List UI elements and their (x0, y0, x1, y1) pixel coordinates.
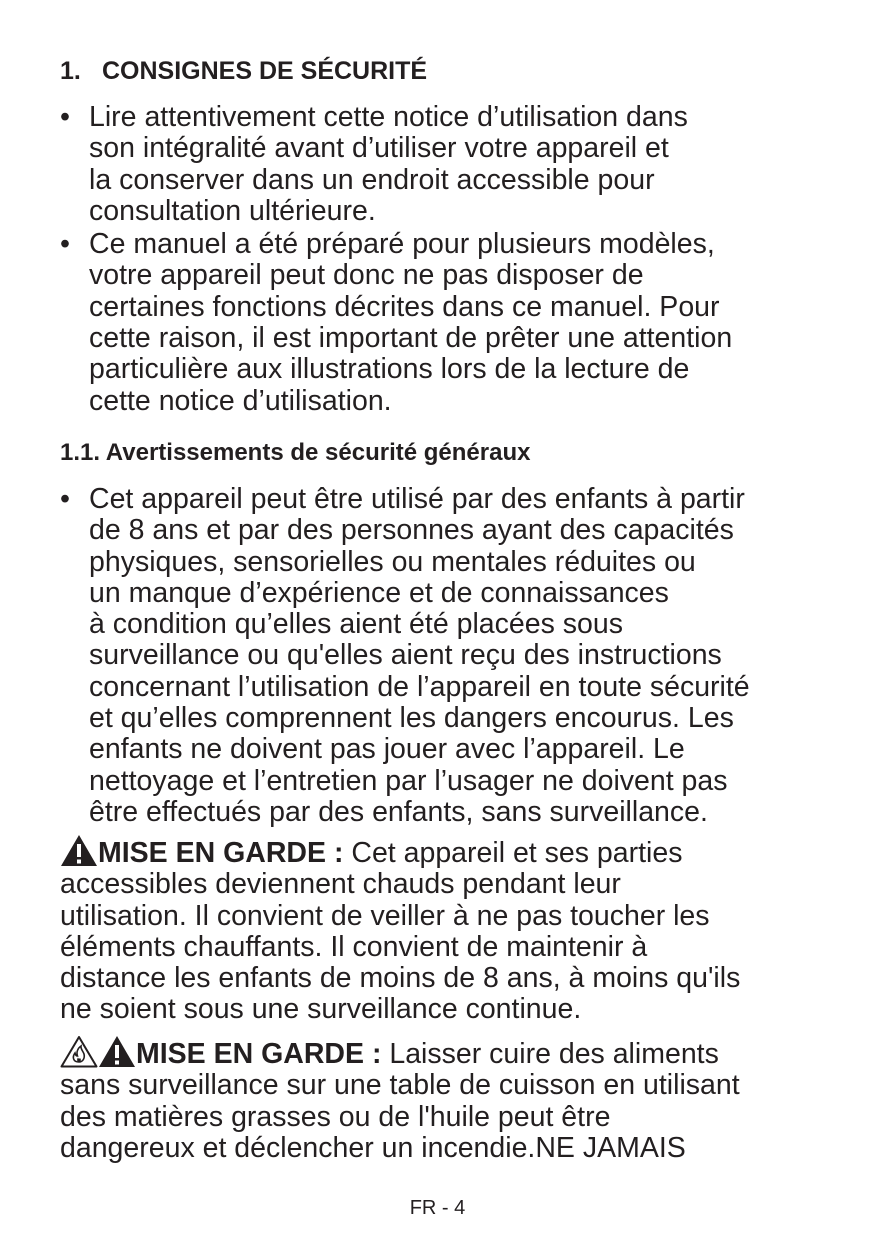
bullet-marker: • (60, 483, 70, 515)
text-line: cette notice d’utilisation. (89, 384, 392, 417)
warning-text: Laisser cuire des aliments (389, 1038, 719, 1070)
text-line: de 8 ans et par des personnes ayant des capacités (89, 514, 734, 547)
text-line: ne soient sous une surveillance continue. (60, 993, 582, 1026)
text-line: être effectués par des enfants, sans surveillance. (89, 795, 708, 828)
text-line: physiques, sensorielles ou mentales réduites ou (89, 545, 696, 578)
text-line: accessibles deviennent chauds pendant leur (60, 868, 621, 901)
text-line: votre appareil peut donc ne pas disposer de (89, 259, 644, 292)
text-line: la conserver dans un endroit accessible pour (89, 163, 655, 196)
bullet-item (60, 229, 732, 417)
bullet-marker: • (60, 101, 70, 133)
text-line: des matières grasses ou de l'huile peut être (60, 1100, 611, 1133)
text-line: et qu’elles comprennent les dangers encourus. Les (89, 702, 734, 735)
page-number: FR - 4 (409, 1197, 466, 1219)
text-line: particulière aux illustrations lors de la lecture de (89, 353, 690, 386)
warning-first-line (60, 834, 740, 869)
warning-icon (60, 834, 98, 867)
subsection-bullet-list (60, 484, 750, 828)
text-line: surveillance ou qu'elles aient reçu des instructions (89, 639, 722, 672)
text-line: certaines fonctions décrites dans ce manuel. Pour (89, 290, 720, 323)
text-line: concernant l’utilisation de l’appareil en toute sécurité (89, 670, 750, 703)
subsection-heading: 1.1. Avertissements de sécurité généraux (60, 439, 531, 466)
text-line: Lire attentivement cette notice d’utilisation dans (89, 101, 688, 133)
warning-label: MISE EN GARDE : (98, 837, 344, 869)
text-line: à condition qu’elles aient été placées sous (89, 608, 623, 641)
text-line: distance les enfants de moins de 8 ans, à moins qu'ils (60, 962, 741, 995)
bullet-item (60, 102, 732, 227)
warning-icon (98, 1035, 136, 1068)
fire-hazard-icon (60, 1035, 98, 1068)
text-line: éléments chauffants. Il convient de maintenir à (60, 930, 648, 963)
warning-label: MISE EN GARDE : (136, 1038, 382, 1070)
text-line: son intégralité avant d’utiliser votre appareil et (89, 132, 669, 165)
text-line: utilisation. Il convient de veiller à ne pas toucher les (60, 899, 710, 932)
text-line: dangereux et déclencher un incendie.NE JAMAIS (60, 1131, 686, 1164)
text-line: cette raison, il est important de prêter une attention (89, 322, 733, 355)
text-line: Ce manuel a été préparé pour plusieurs modèles, (89, 228, 715, 261)
bullet-item (60, 484, 750, 828)
text-line: un manque d’expérience et de connaissances (89, 576, 669, 609)
section-title: CONSIGNES DE SÉCURITÉ (102, 57, 428, 85)
section-heading (60, 56, 427, 86)
bullet-marker: • (60, 228, 70, 261)
warning-block (60, 1035, 740, 1164)
section-number: 1. (60, 57, 81, 85)
text-line: nettoyage et l’entretien par l’usager ne doivent pas (89, 764, 728, 797)
warning-block (60, 834, 740, 1026)
text-line: consultation ultérieure. (89, 194, 376, 227)
text-line: Cet appareil peut être utilisé par des enfants à partir (89, 483, 745, 515)
warning-text: Cet appareil et ses parties (351, 837, 683, 869)
warning-first-line (60, 1035, 740, 1070)
text-line: sans surveillance sur une table de cuisson en utilisant (60, 1069, 740, 1102)
section-bullet-list (60, 102, 732, 417)
text-line: enfants ne doivent pas jouer avec l’appareil. Le (89, 733, 685, 766)
